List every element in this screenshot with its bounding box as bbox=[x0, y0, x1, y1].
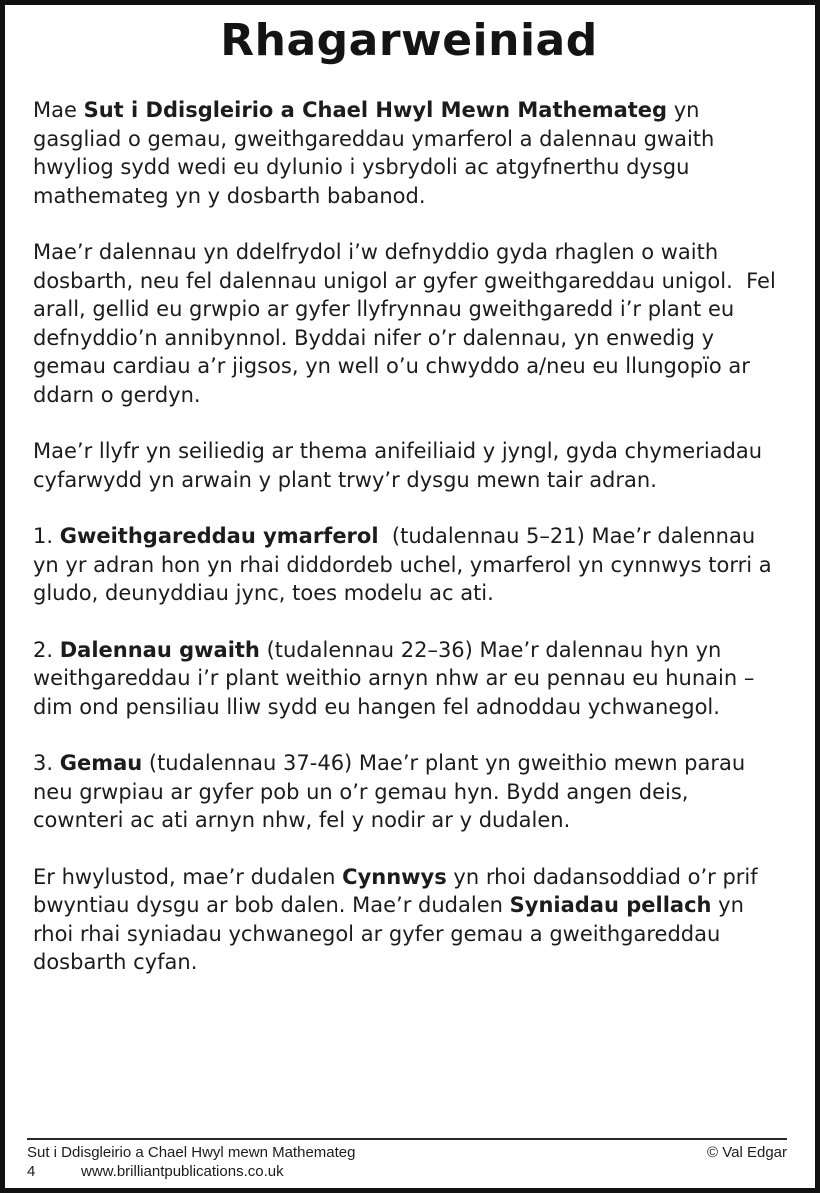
footer-website: www.brilliantpublications.co.uk bbox=[81, 1163, 284, 1180]
intro-paragraph-1 bbox=[33, 96, 785, 210]
section-item-3 bbox=[33, 749, 785, 835]
text-run: yn rhoi rhai syniadau ychwanegol ar gyfer gemau a gweithgareddau dosbarth cyfan. bbox=[33, 893, 751, 974]
contents-page-bold: Cynnwys bbox=[342, 864, 447, 889]
item-number: 1. bbox=[33, 524, 60, 548]
page-title: Rhagarweiniad bbox=[220, 15, 598, 66]
footer-page-number: 4 bbox=[27, 1163, 36, 1180]
text-run: (tudalennau 37-46) Mae’r plant yn gweithio mewn parau neu grwpiau ar gyfer pob un o’r gemau hyn. Bydd angen deis, cownteri ac ati arnyn nhw, fel y nodir ar y dudalen. bbox=[33, 751, 752, 832]
section-heading-bold: Gemau bbox=[59, 751, 143, 775]
text-run: yn rhoi dadansoddiad o’r prif bwyntiau dysgu ar bob dalen. Mae’r dudalen bbox=[33, 864, 765, 917]
text-run: yn gasgliad o gemau, gweithgareddau ymarferol a dalennau gwaith hwyliog sydd wedi eu dylunio i ysbrydoli ac atgyfnerthu dysgu mathemateg yn y dosbarth babanod. bbox=[33, 98, 722, 208]
section-item-2 bbox=[33, 636, 785, 722]
book-title-bold: Sut i Ddisgleirio a Chael Hwyl Mewn Mathemateg bbox=[83, 98, 668, 122]
footer-copyright: © Val Edgar bbox=[707, 1144, 787, 1161]
text-run: Mae bbox=[33, 98, 84, 122]
text-run: Mae’r llyfr yn seiliedig ar thema anifeiliaid y jyngl, gyda chymeriadau cyfarwydd yn arwain y plant trwy’r dysgu mewn tair adran. bbox=[33, 439, 769, 492]
further-ideas-bold: Syniadau pellach bbox=[509, 893, 712, 917]
closing-paragraph bbox=[33, 863, 785, 977]
item-number: 2. bbox=[33, 637, 60, 662]
intro-paragraph-3 bbox=[33, 437, 785, 494]
intro-paragraph-2 bbox=[33, 238, 785, 409]
section-item-1 bbox=[33, 522, 785, 608]
footer-divider bbox=[27, 1138, 787, 1140]
text-run: (tudalennau 5–21) Mae’r dalennau yn yr adran hon yn rhai diddordeb uchel, ymarferol yn cynnwys torri a gludo, deunyddiau jync, toes modelu ac ati. bbox=[33, 524, 779, 605]
section-heading-bold: Dalennau gwaith bbox=[59, 637, 260, 662]
text-run: (tudalennau 22–36) Mae’r dalennau hyn yn weithgareddau i’r plant weithio arnyn nhw ar eu pennau eu hunain – dim ond pensiliau lliw sydd eu hangen fel adnoddau ychwanegol. bbox=[33, 637, 762, 719]
page-footer bbox=[27, 1138, 787, 1181]
text-run: Er hwylustod, mae’r dudalen bbox=[33, 864, 343, 889]
item-number: 3. bbox=[33, 751, 60, 775]
page-content bbox=[5, 5, 815, 977]
text-run: Mae’r dalennau yn ddelfrydol i’w defnyddio gyda rhaglen o waith dosbarth, neu fel dalennau unigol ar gyfer gweithgareddau unigol. Fel arall, gellid eu grwpio ar gyfer llyfrynnau gweithgaredd i’r plant eu defnyddio’n annibynnol. Byddai nifer o’r dalennau, yn enwedig y gemau cardiau a’r jigsos, yn well o’u chwyddo a/neu eu llungopïo ar ddarn o gerdyn. bbox=[33, 240, 783, 407]
footer-book-title: Sut i Ddisgleirio a Chael Hwyl mewn Mathemateg bbox=[27, 1144, 356, 1161]
section-heading-bold: Gweithgareddau ymarferol bbox=[59, 524, 379, 548]
